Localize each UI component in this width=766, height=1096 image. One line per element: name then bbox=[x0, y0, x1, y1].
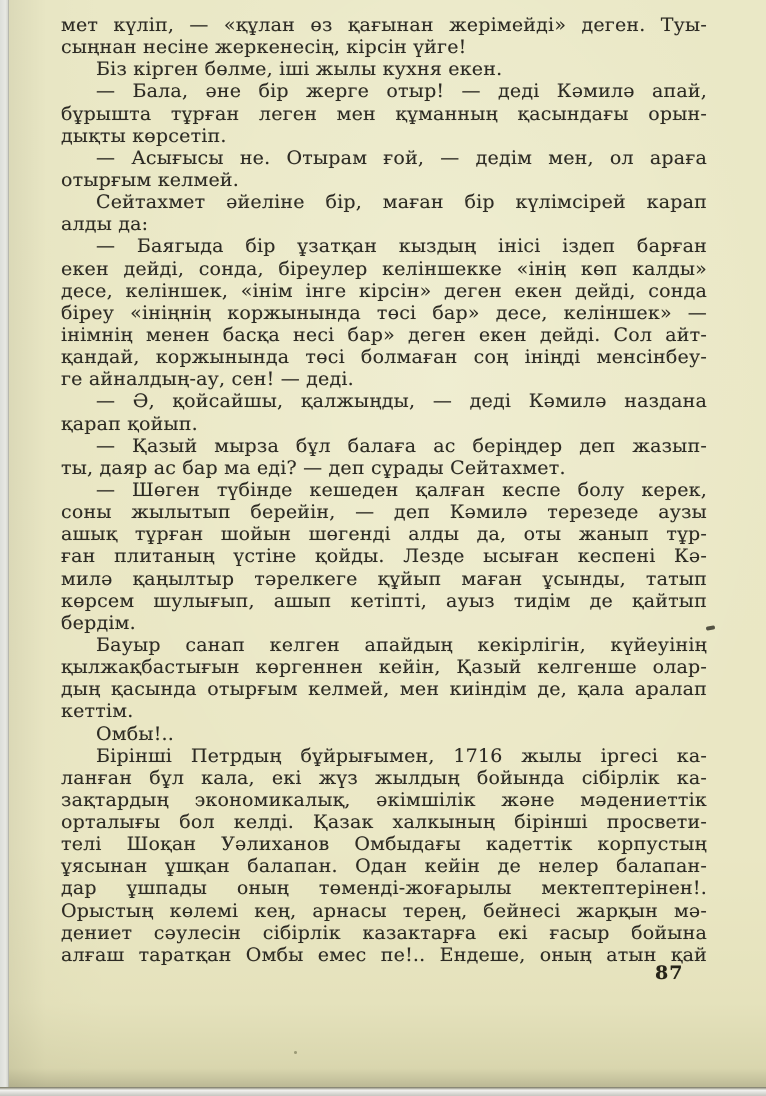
text-line: Бауыр санап келген апайдың кекірлігін, күйеуінің bbox=[96, 633, 707, 656]
text-line: — Шөген түбінде кешеден қалған кеспе болу керек, bbox=[96, 478, 707, 501]
text-line: бұрышта тұрған леген мен құманның қасындағы орын- bbox=[61, 102, 707, 125]
text-line: бердім. bbox=[61, 611, 136, 634]
text-line: кеттім. bbox=[61, 700, 134, 723]
text-line: алғаш таратқан Омбы емес пе!.. Ендеше, оның атын қай bbox=[61, 943, 707, 966]
text-line: Орыстың көлемі кең, арнасы терең, бейнесі жарқын мә- bbox=[61, 899, 707, 922]
text-line: соны жылытып берейін, — деп Кәмилә терезеде аузы bbox=[61, 501, 707, 524]
text-line: — Баягыда бір ұзатқан кыздың інісі іздеп барған bbox=[96, 235, 707, 258]
text-line: екен дейді, сонда, біреулер келіншекке «інің көп калды» bbox=[61, 257, 707, 280]
text-line: сыңнан несіне жеркенесің, кірсін үйге! bbox=[61, 36, 467, 59]
text-line: дың қасында отырғым келмей, мен киіндім де, қала аралап bbox=[61, 678, 707, 701]
text-line: дениет сәулесін сібірлік казактарға екі ғасыр бойына bbox=[61, 921, 707, 944]
scanner-edge-left bbox=[0, 0, 9, 1090]
page-text-block bbox=[61, 14, 707, 966]
text-line: қандай, коржынында төсі болмаған соң ініңді менсінбеу- bbox=[61, 346, 707, 369]
text-line: інімнің менен басқа несі бар» деген екен дейді. Сол айт- bbox=[61, 323, 707, 346]
text-line: алды да: bbox=[61, 213, 149, 236]
scan-speck bbox=[294, 1051, 297, 1054]
text-line: ге айналдың-ау, сен! — деді. bbox=[61, 368, 354, 391]
text-line: дар ұшпады оның төменді-жоғарылы мектептерінен!. bbox=[61, 877, 707, 900]
text-line: дықты көрсетіп. bbox=[61, 124, 227, 147]
scanner-edge-bottom bbox=[0, 1087, 766, 1096]
text-line: отырғым келмей. bbox=[61, 168, 240, 191]
text-line: зақтардың экономикалық, әкімшілік және мәдениеттік bbox=[61, 788, 707, 811]
text-line: Біз кірген бөлме, іші жылы кухня екен. bbox=[96, 58, 503, 81]
text-line: — Асығысы не. Отырам ғой, — дедім мен, ол араға bbox=[96, 146, 707, 169]
text-line: — Ә, қойсайшы, қалжыңды, — деді Кәмилә наздана bbox=[96, 390, 707, 413]
text-line: біреу «ініңнің коржынында төсі бар» десе, келіншек» — bbox=[61, 301, 707, 324]
page-number: 87 bbox=[655, 962, 684, 984]
text-line: Сейтахмет әйеліне бір, маған бір күлімсірей карап bbox=[96, 191, 707, 214]
text-line: ты, даяр ас бар ма еді? — деп сұрады Сейтахмет. bbox=[61, 456, 566, 479]
text-line: ған плитаның үстіне қойды. Лезде ысыған кеспені Кә- bbox=[61, 545, 707, 568]
text-line: — Бала, әне бір жерге отыр! — деді Кәмилә апай, bbox=[96, 80, 707, 103]
text-line: телі Шоқан Уәлиханов Омбыдағы кадеттік корпустың bbox=[61, 833, 707, 856]
text-line: көрсем шулығып, ашып кетіпті, ауыз тидім де қайтып bbox=[61, 589, 707, 612]
text-line: қарап қойып. bbox=[61, 412, 198, 435]
text-line: ашық тұрған шойын шөгенді алды да, оты жанып тұр- bbox=[61, 523, 707, 546]
text-line: қылжақбастығын көргеннен кейін, Қазый келгенше олар- bbox=[61, 656, 707, 679]
text-line: орталығы бол келді. Қазак халкының бірінші просвети- bbox=[61, 811, 707, 834]
text-line: ұясынан ұшқан балапан. Одан кейін де нелер балапан- bbox=[61, 855, 707, 878]
text-line: милә қаңылтыр тәрелкеге құйып маған ұсынды, татып bbox=[61, 567, 707, 590]
text-line: Омбы!.. bbox=[96, 722, 175, 745]
margin-ink-mark bbox=[706, 625, 716, 631]
text-line: — Қазый мырза бұл балаға ас беріңдер деп жазып- bbox=[96, 434, 707, 457]
text-line: ланған бұл кала, екі жүз жылдың бойында сібірлік ка- bbox=[61, 766, 707, 789]
text-line: десе, келіншек, «інім інге кірсін» деген екен дейді, сонда bbox=[61, 279, 707, 302]
text-line: мет күліп, — «құлан өз қағынан жерімейді» деген. Туы- bbox=[61, 14, 707, 36]
text-line: Бірінші Петрдың бұйрығымен, 1716 жылы іргесі ка- bbox=[96, 744, 707, 767]
